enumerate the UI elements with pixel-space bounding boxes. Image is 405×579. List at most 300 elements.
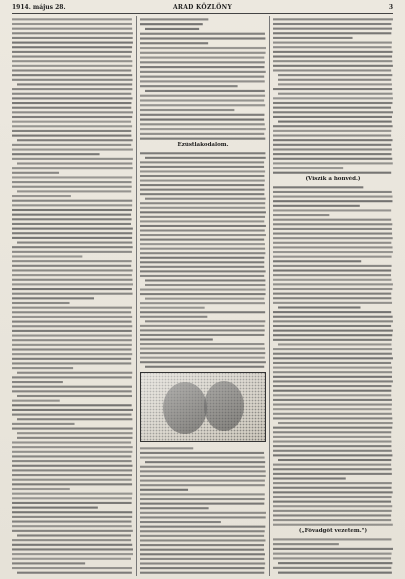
text-line xyxy=(273,394,391,396)
text-line xyxy=(140,489,188,491)
text-line xyxy=(278,459,391,461)
text-line xyxy=(12,153,100,155)
text-line xyxy=(140,71,266,73)
text-line xyxy=(140,189,265,191)
text-line xyxy=(12,116,132,118)
text-line xyxy=(273,311,391,313)
text-line xyxy=(12,283,133,285)
text-line xyxy=(12,348,132,350)
text-line xyxy=(273,88,392,90)
text-line xyxy=(12,335,132,337)
text-line xyxy=(273,219,391,221)
text-line xyxy=(273,320,393,322)
text-line xyxy=(140,457,265,459)
text-line xyxy=(273,325,391,327)
text-line xyxy=(145,284,265,286)
text-line xyxy=(273,491,393,493)
text-line xyxy=(140,526,265,528)
text-line xyxy=(12,539,131,541)
text-line xyxy=(12,97,133,99)
text-line xyxy=(140,216,265,218)
newspaper-title: ARAD KÖZLÖNY xyxy=(172,4,233,11)
text-line xyxy=(273,42,392,44)
text-line xyxy=(273,228,392,230)
text-line xyxy=(145,157,266,159)
text-line xyxy=(140,475,266,477)
text-line xyxy=(273,134,391,136)
text-line xyxy=(140,161,264,163)
text-line xyxy=(12,376,132,378)
text-line xyxy=(273,330,393,332)
text-line xyxy=(145,298,264,300)
text-line xyxy=(273,316,393,318)
text-line xyxy=(140,61,265,63)
text-line xyxy=(12,548,133,550)
text-line xyxy=(140,184,264,186)
text-line xyxy=(273,242,391,244)
text-line xyxy=(12,562,85,564)
text-line xyxy=(273,464,391,466)
text-line xyxy=(140,530,265,532)
text-line xyxy=(273,65,393,67)
text-line xyxy=(140,229,265,231)
text-line xyxy=(12,307,132,309)
text-line xyxy=(12,297,94,299)
text-line xyxy=(12,56,131,58)
text-lines xyxy=(140,17,266,141)
text-line xyxy=(273,408,392,410)
text-line xyxy=(145,28,199,30)
text-line xyxy=(273,302,392,304)
text-line xyxy=(273,334,392,336)
text-line xyxy=(12,414,131,416)
text-line xyxy=(273,260,361,262)
text-line xyxy=(140,152,265,154)
text-line xyxy=(273,265,392,267)
text-line xyxy=(273,524,393,526)
text-line xyxy=(12,93,131,95)
text-line xyxy=(140,507,209,509)
text-line xyxy=(273,256,392,258)
text-line xyxy=(273,51,393,53)
text-line xyxy=(278,74,392,76)
text-line xyxy=(140,275,264,277)
text-line xyxy=(273,482,392,484)
text-line xyxy=(273,413,392,415)
text-line xyxy=(12,37,133,39)
text-line xyxy=(12,362,131,364)
text-line xyxy=(140,118,264,120)
text-line xyxy=(140,329,265,331)
text-line xyxy=(140,325,264,327)
text-line xyxy=(12,465,132,467)
text-lines xyxy=(273,537,393,575)
text-line xyxy=(140,243,265,245)
text-line xyxy=(12,209,132,211)
text-line xyxy=(273,557,391,559)
text-line xyxy=(12,255,82,257)
text-line xyxy=(140,289,266,291)
text-lines xyxy=(273,17,393,175)
text-line xyxy=(273,436,391,438)
text-line xyxy=(12,390,132,392)
text-line xyxy=(273,60,392,62)
text-lines xyxy=(12,17,133,575)
text-line xyxy=(273,28,392,30)
text-line xyxy=(273,144,391,146)
text-line xyxy=(273,233,392,235)
text-line xyxy=(140,180,265,182)
text-line xyxy=(273,158,392,160)
text-line xyxy=(140,104,265,106)
text-line xyxy=(12,460,132,462)
text-line xyxy=(140,109,234,111)
text-line xyxy=(12,455,131,457)
text-line xyxy=(12,558,131,560)
text-line xyxy=(140,544,264,546)
text-line xyxy=(12,428,133,430)
text-line xyxy=(273,496,392,498)
text-line xyxy=(273,339,392,341)
text-line xyxy=(12,46,132,48)
text-line xyxy=(12,386,132,388)
text-line xyxy=(273,274,391,276)
text-line xyxy=(12,311,131,313)
text-line xyxy=(12,60,132,62)
text-line xyxy=(140,539,265,541)
text-line xyxy=(140,80,265,82)
text-line xyxy=(145,198,266,200)
column-3-body-b xyxy=(273,185,393,527)
text-line xyxy=(12,158,133,160)
text-line xyxy=(145,320,265,322)
text-line xyxy=(273,293,391,295)
text-line xyxy=(12,181,132,183)
text-line xyxy=(12,237,132,239)
text-line xyxy=(140,270,266,272)
text-line xyxy=(12,135,131,137)
text-line xyxy=(12,88,132,90)
text-line xyxy=(145,90,265,92)
text-line xyxy=(140,261,264,263)
text-line xyxy=(273,209,391,211)
text-line xyxy=(278,306,360,308)
text-line xyxy=(273,440,392,442)
text-line xyxy=(140,99,264,101)
text-line xyxy=(140,348,265,350)
text-line xyxy=(12,130,131,132)
text-line xyxy=(17,372,132,374)
text-line xyxy=(140,18,208,20)
text-line xyxy=(140,357,265,359)
text-line xyxy=(12,493,132,495)
text-line xyxy=(273,450,392,452)
text-line xyxy=(273,283,393,285)
text-line xyxy=(273,362,391,364)
section-heading: Ezüstlakodalom. xyxy=(177,142,229,148)
text-line xyxy=(278,83,392,85)
text-line xyxy=(273,567,391,569)
text-line xyxy=(140,66,264,68)
text-line xyxy=(273,172,391,174)
text-line xyxy=(12,274,132,276)
page-number: 3 xyxy=(388,4,393,11)
text-line xyxy=(17,534,131,536)
text-line xyxy=(145,366,264,368)
text-line xyxy=(140,85,238,87)
section-heading: („Fővadgőt vezetem.") xyxy=(298,528,368,534)
text-line xyxy=(278,422,393,424)
text-line xyxy=(12,32,133,34)
text-line xyxy=(273,357,393,359)
text-line xyxy=(17,139,133,141)
text-line xyxy=(273,501,391,503)
text-line xyxy=(273,371,392,373)
text-line xyxy=(17,395,132,397)
text-line xyxy=(273,445,391,447)
text-line xyxy=(140,334,264,336)
column-3-body-c xyxy=(273,537,393,575)
text-line xyxy=(12,279,132,281)
text-line xyxy=(12,74,132,76)
text-line xyxy=(273,385,392,387)
text-line xyxy=(12,125,132,127)
text-line xyxy=(12,200,132,202)
text-line xyxy=(273,162,393,164)
text-line xyxy=(273,251,393,253)
text-line xyxy=(12,404,132,406)
text-line xyxy=(12,246,133,248)
text-line xyxy=(140,225,266,227)
text-line xyxy=(140,207,265,209)
text-line xyxy=(140,56,264,58)
text-line xyxy=(12,51,132,53)
text-line xyxy=(17,242,132,244)
text-line xyxy=(273,477,346,479)
text-line xyxy=(140,307,205,309)
text-line xyxy=(12,488,70,490)
text-line xyxy=(273,505,392,507)
text-line xyxy=(140,361,266,363)
text-line xyxy=(273,148,392,150)
text-line xyxy=(12,474,132,476)
text-line xyxy=(140,493,265,495)
text-line xyxy=(12,107,131,109)
text-line xyxy=(140,558,264,560)
text-line xyxy=(278,572,392,574)
text-line xyxy=(140,52,266,54)
text-line xyxy=(140,567,265,569)
text-line xyxy=(273,125,393,127)
text-line xyxy=(12,507,98,509)
text-line xyxy=(273,367,392,369)
text-line xyxy=(273,417,392,419)
text-line xyxy=(12,260,132,262)
column-3-body-a xyxy=(273,17,393,175)
text-line xyxy=(140,484,265,486)
text-line xyxy=(12,288,132,290)
text-line xyxy=(273,297,391,299)
text-line xyxy=(17,418,132,420)
text-line xyxy=(140,76,264,78)
text-line xyxy=(273,553,392,555)
text-line xyxy=(140,128,266,130)
text-line xyxy=(12,102,131,104)
text-line xyxy=(12,167,133,169)
text-line xyxy=(12,228,133,230)
text-line xyxy=(273,288,392,290)
issue-date: 1914. május 28. xyxy=(12,4,66,11)
text-line xyxy=(12,65,132,67)
text-line xyxy=(273,200,392,202)
text-line xyxy=(140,562,265,564)
text-line xyxy=(273,473,392,475)
text-line xyxy=(12,479,132,481)
text-line xyxy=(12,316,132,318)
text-line xyxy=(140,302,265,304)
text-line xyxy=(145,279,265,281)
text-line xyxy=(12,321,132,323)
text-line xyxy=(140,257,264,259)
text-line xyxy=(273,431,391,433)
text-line xyxy=(17,190,131,192)
text-line xyxy=(273,376,392,378)
text-line xyxy=(140,293,266,295)
text-line xyxy=(273,116,392,118)
text-line xyxy=(140,248,265,250)
text-line xyxy=(140,37,265,39)
text-line xyxy=(273,514,391,516)
text-line xyxy=(12,511,132,513)
text-line xyxy=(12,214,131,216)
text-line xyxy=(273,196,393,198)
text-line xyxy=(12,293,133,295)
text-line xyxy=(273,214,329,216)
text-line xyxy=(273,139,393,141)
text-line xyxy=(12,265,131,267)
text-line xyxy=(12,451,132,453)
text-line xyxy=(12,176,132,178)
text-line xyxy=(273,55,392,57)
text-line xyxy=(278,79,391,81)
text-line xyxy=(273,404,392,406)
text-line xyxy=(12,353,132,355)
text-line xyxy=(273,237,393,239)
text-line xyxy=(12,497,132,499)
text-line xyxy=(273,223,392,225)
text-line xyxy=(12,446,133,448)
masthead-rule xyxy=(12,13,393,14)
text-line xyxy=(12,218,132,220)
text-line xyxy=(12,502,132,504)
text-line xyxy=(273,279,391,281)
column-2-body-c xyxy=(140,446,266,575)
text-line xyxy=(12,381,63,383)
text-line xyxy=(12,121,131,123)
text-line xyxy=(140,211,266,213)
text-line xyxy=(17,83,132,85)
text-line xyxy=(140,123,265,125)
text-line xyxy=(12,339,132,341)
text-line xyxy=(12,325,132,327)
text-line xyxy=(273,32,391,34)
text-line xyxy=(145,461,265,463)
text-line xyxy=(12,483,132,485)
text-line xyxy=(273,167,343,169)
text-line xyxy=(273,111,393,113)
text-line xyxy=(12,469,132,471)
halftone-photo xyxy=(140,372,266,442)
text-line xyxy=(12,400,60,402)
text-line xyxy=(12,409,133,411)
text-line xyxy=(273,380,393,382)
text-line xyxy=(12,251,132,253)
text-line xyxy=(273,246,393,248)
text-line xyxy=(140,480,265,482)
text-line xyxy=(140,512,266,514)
text-line xyxy=(12,42,133,44)
text-line xyxy=(273,399,392,401)
text-line xyxy=(140,166,264,168)
text-line xyxy=(140,535,264,537)
text-line xyxy=(140,521,221,523)
column-2-body-b xyxy=(140,151,266,369)
text-line xyxy=(273,548,393,550)
text-line xyxy=(12,195,71,197)
text-line xyxy=(12,521,131,523)
text-line xyxy=(140,252,265,254)
text-line xyxy=(140,516,266,518)
text-line xyxy=(12,567,132,569)
text-line xyxy=(273,390,391,392)
text-line xyxy=(273,37,353,39)
text-lines xyxy=(273,185,393,527)
text-line xyxy=(12,330,132,332)
text-line xyxy=(273,454,392,456)
text-line xyxy=(12,232,132,234)
text-line xyxy=(273,348,392,350)
text-line xyxy=(273,468,392,470)
text-line xyxy=(140,202,265,204)
text-line xyxy=(140,572,264,574)
text-line xyxy=(273,107,391,109)
text-line xyxy=(273,69,391,71)
text-line xyxy=(140,466,265,468)
text-line xyxy=(140,470,266,472)
text-line xyxy=(140,311,265,313)
text-line xyxy=(273,18,393,20)
text-line xyxy=(140,95,265,97)
text-line xyxy=(273,519,391,521)
text-line xyxy=(12,553,133,555)
text-line xyxy=(140,343,264,345)
text-line xyxy=(12,28,132,30)
text-line xyxy=(140,193,264,195)
text-line xyxy=(17,572,132,574)
text-line xyxy=(140,498,265,500)
text-line xyxy=(12,544,132,546)
text-line xyxy=(12,423,75,425)
text-line xyxy=(12,204,132,206)
text-lines xyxy=(140,446,266,575)
text-line xyxy=(12,69,131,71)
text-line xyxy=(273,102,392,104)
column-2-body-a xyxy=(140,17,266,141)
text-line xyxy=(140,553,265,555)
text-line xyxy=(140,234,266,236)
text-line xyxy=(140,138,265,140)
text-line xyxy=(140,220,264,222)
